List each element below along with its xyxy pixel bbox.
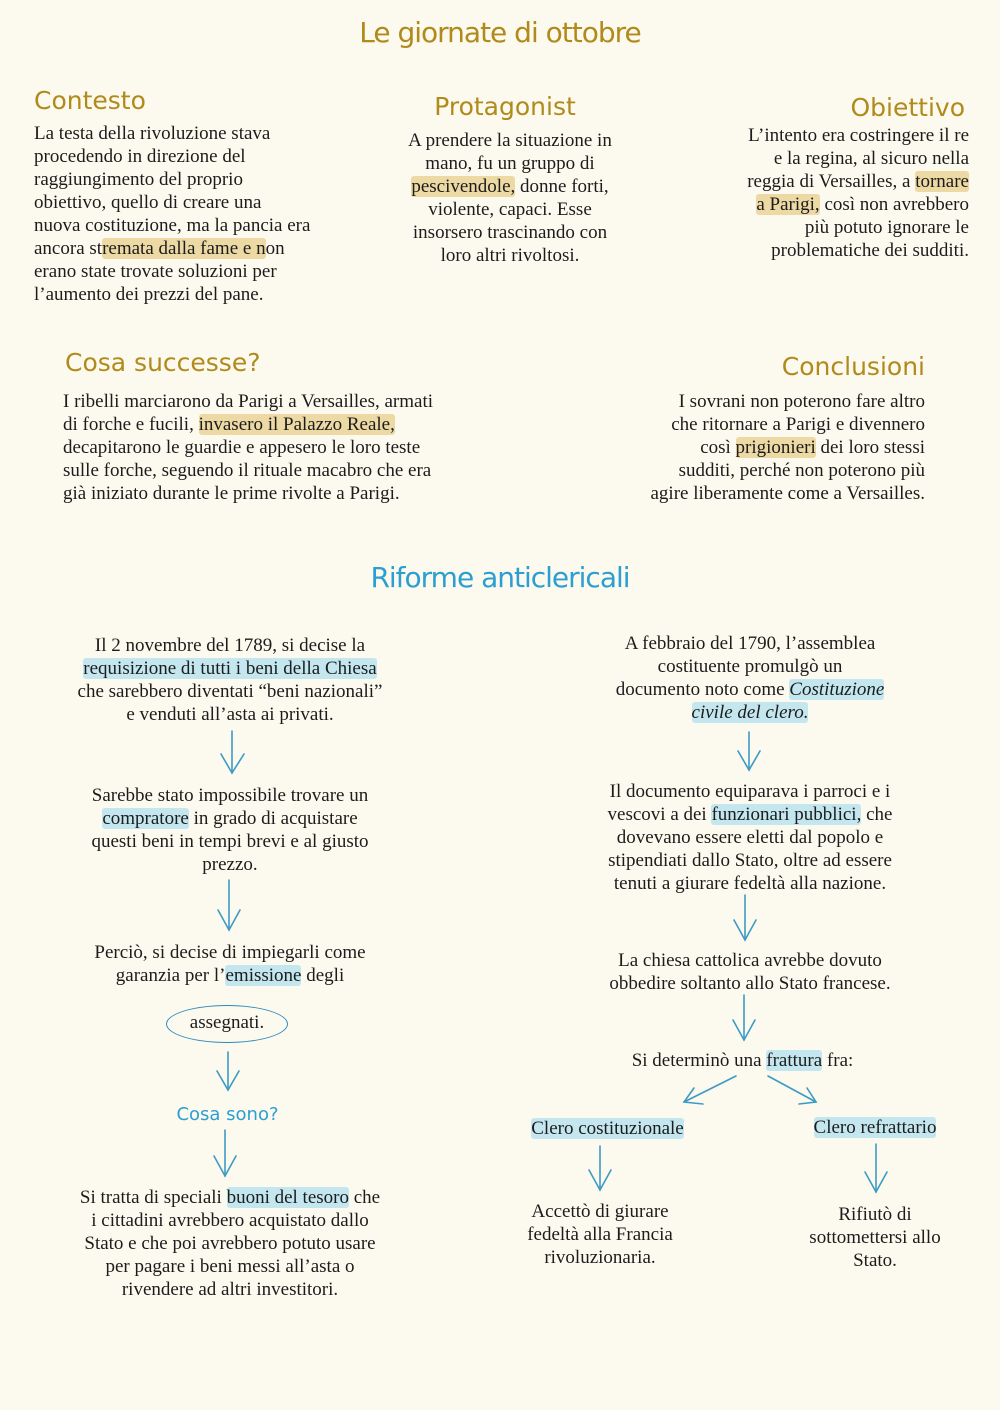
arrow-cost (589, 1146, 611, 1190)
arrow-left-2 (218, 880, 240, 930)
title-giornate-ottobre: Le giornate di ottobre (359, 16, 641, 49)
highlight-buoni-tesoro: buoni del tesoro (226, 1187, 349, 1208)
arrow-right-split-right (768, 1076, 816, 1104)
right-flow-block-4: Si determinò una frattura fra: (631, 1050, 854, 1071)
conclusioni-text: I sovrani non poterono fare altro che ritornare a Parigi e divennero così prigionieri dei loro stessi sudditi, perché non poterono più agire liberamente come a Versailles. (650, 391, 925, 504)
highlight-a-parigi: a Parigi, (756, 194, 820, 215)
question-cosa-sono: Cosa sono? (176, 1104, 279, 1125)
right-flow-block-1: A febbraio del 1790, l’assemblea costituente promulgò un documento noto come Costituzione civile del clero. (615, 633, 885, 723)
left-flow-block-4: Si tratta di speciali buoni del tesoro che i cittadini avrebbero acquistato dallo Stato e che poi avrebbero potuto usare per pagare i beni messi all’asta o rivendere ad altri investitori. (79, 1187, 381, 1300)
highlight-prigionieri: prigionieri (735, 437, 816, 458)
highlight-palazzo-reale: invasero il Palazzo Reale, (198, 414, 395, 435)
arrow-left-1 (221, 731, 244, 773)
left-flow-block-1: Il 2 novembre del 1789, si decise la requisizione di tutti i beni della Chiesa che sarebbero diventati “beni nazionali” e venduti all’asta ai privati. (77, 635, 383, 725)
oval-assegnati: assegnati. (166, 1005, 288, 1043)
highlight-tornare: tornare (915, 171, 969, 192)
right-flow-block-3: La chiesa cattolica avrebbe dovuto obbedire soltanto allo Stato francese. (609, 950, 891, 994)
clero-costituzionale-desc: Accettò di giurare fedeltà alla Francia rivoluzionaria. (527, 1201, 673, 1268)
title-riforme-anticlericali: Riforme anticlericali (370, 561, 630, 594)
heading-conclusioni: Conclusioni (781, 352, 925, 381)
heading-obiettivo: Obiettivo (850, 93, 965, 122)
highlight-civile-clero: civile del clero. (691, 702, 809, 723)
heading-cosa-successe: Cosa successe? (65, 348, 261, 377)
highlight-costituzione: Costituzione (789, 679, 885, 700)
highlight-pescivendole: pescivendole, (411, 176, 516, 197)
obiettivo-text: L’intento era costringere il re e la regina, al sicuro nella reggia di Versailles, a tornare a Parigi, così non avrebbero più potuto ignorare le problematiche dei sudditi. (747, 125, 969, 261)
clero-costituzionale: Clero costituzionale (531, 1118, 684, 1139)
right-flow-block-2: Il documento equiparava i parroci e i vescovi a dei funzionari pubblici, che dovevano essere eletti dal popolo e stipendiati dallo Stato, oltre ad essere tenuti a giurare fedeltà alla nazione. (607, 781, 893, 894)
arrow-right-3 (733, 995, 755, 1040)
highlight-requisizione: requisizione di tutti i beni della Chiesa (83, 658, 377, 679)
highlight-frattura: frattura (766, 1050, 823, 1071)
arrow-refr (865, 1144, 887, 1192)
left-flow-block-2: Sarebbe stato impossibile trovare un compratore in grado di acquistare questi beni in tempi brevi e al giusto prezzo. (91, 785, 369, 875)
clero-refrattario-desc: Rifiutò di sottomettersi allo Stato. (809, 1204, 941, 1271)
successe-text: I ribelli marciarono da Parigi a Versailles, armati di forche e fucili, invasero il Palazzo Reale, decapitarono le guardie e appesero le loro teste sulle forche, seguendo il rituale macabro che era già iniziato durante le prime rivolte a Parigi. (63, 391, 434, 504)
arrow-left-4 (214, 1130, 236, 1176)
highlight-fame: remata dalla fame e n (102, 238, 266, 259)
highlight-compratore: compratore (102, 808, 189, 829)
arrow-right-2 (734, 895, 756, 940)
arrow-left-3 (217, 1052, 239, 1090)
arrow-right-split-left (684, 1076, 736, 1104)
arrow-right-1 (738, 732, 760, 770)
clero-refrattario: Clero refrattario (813, 1117, 937, 1138)
heading-contesto: Contesto (34, 86, 146, 115)
heading-protagonist: Protagonist (434, 92, 576, 121)
highlight-emissione: emissione (225, 965, 302, 986)
left-flow-block-3: Perciò, si decise di impiegarli come garanzia per l’emissione degli (94, 942, 366, 986)
highlight-funzionari: funzionari pubblici, (711, 804, 862, 825)
contesto-text: La testa della rivoluzione stava procedendo in direzione del raggiungimento del proprio obiettivo, quello di creare una nuova costituzione, ma la pancia era ancora stremata dalla fame e non erano state trovate soluzioni per l’aumento dei prezzi del pane. (34, 123, 311, 305)
protagonist-text: A prendere la situazione in mano, fu un gruppo di pescivendole, donne forti, violente, capaci. Esse insorsero trascinando con loro altri rivoltosi. (408, 130, 612, 266)
